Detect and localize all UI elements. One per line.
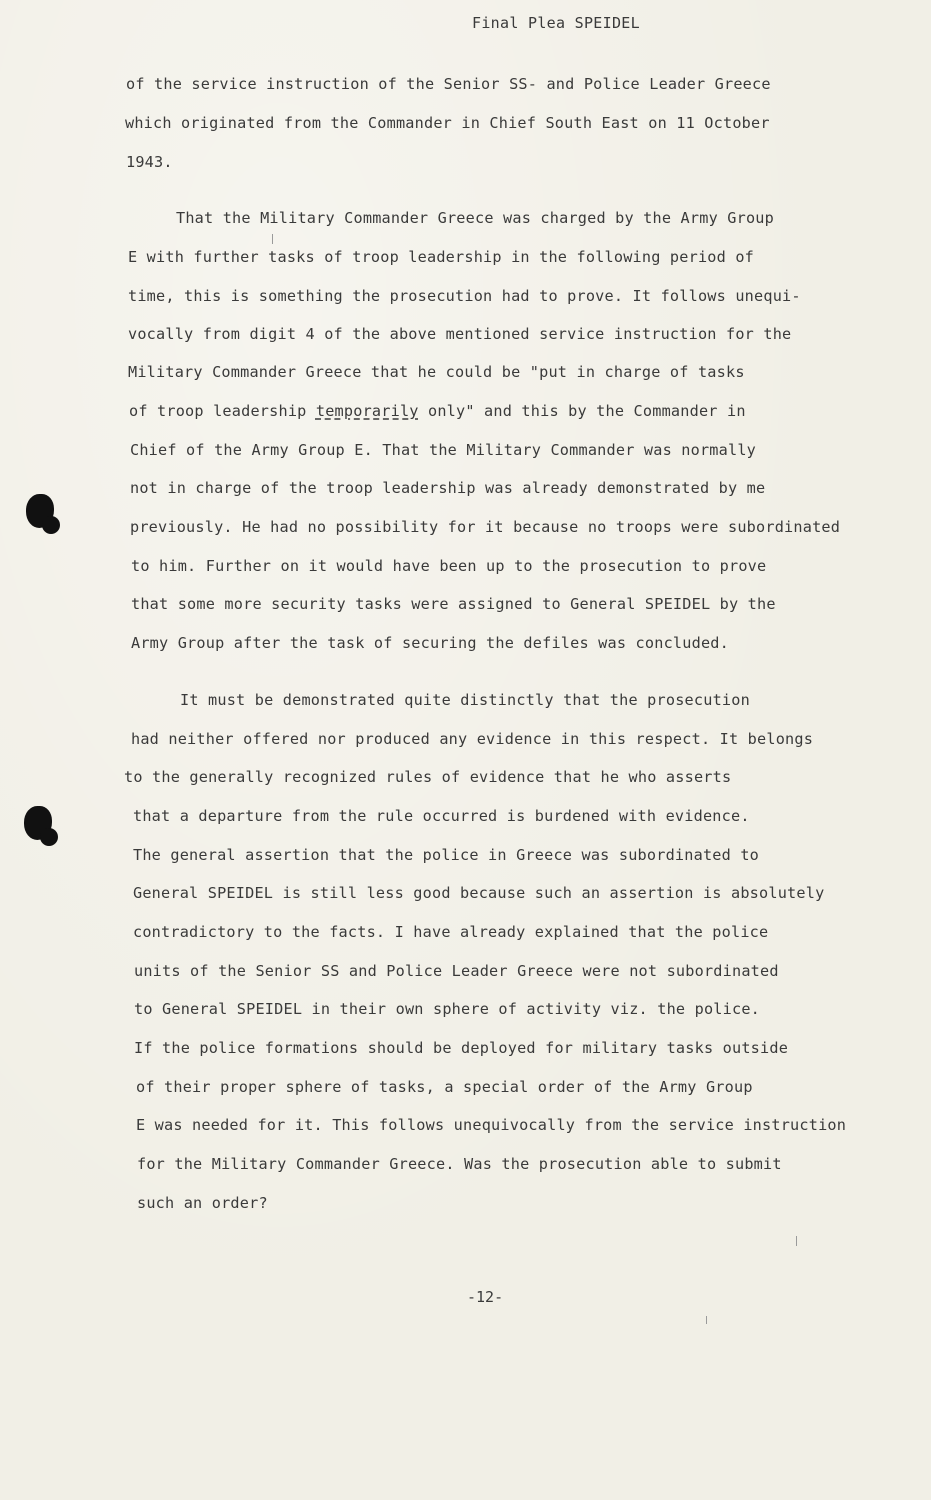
text-line: for the Military Commander Greece. Was the prosecution able to submit	[137, 1155, 782, 1173]
text-line: previously. He had no possibility for it because no troops were subordinated	[130, 518, 841, 536]
punch-hole-mark	[24, 806, 52, 840]
text-line: It must be demonstrated quite distinctly that the prosecution	[180, 691, 750, 709]
text-line: Military Commander Greece that he could be "put in charge of tasks	[128, 363, 745, 381]
text-line: to General SPEIDEL in their own sphere of activity viz. the police.	[134, 1000, 761, 1018]
text-line: which originated from the Commander in Chief South East on 11 October	[125, 114, 770, 132]
text-line: That the Military Commander Greece was charged by the Army Group	[176, 209, 774, 227]
text-line: If the police formations should be deployed for military tasks outside	[134, 1039, 789, 1057]
text-line: contradictory to the facts. I have already explained that the police	[133, 923, 769, 941]
stray-mark	[272, 234, 273, 244]
page-number: -12-	[467, 1288, 504, 1306]
text-line: 1943.	[126, 153, 173, 171]
text-line: that a departure from the rule occurred is burdened with evidence.	[133, 807, 750, 825]
text-line: to him. Further on it would have been up to the prosecution to prove	[131, 557, 767, 575]
underlined-emphasis: temporarily	[315, 402, 419, 420]
text-line: that some more security tasks were assigned to General SPEIDEL by the	[131, 595, 776, 613]
text-line: Army Group after the task of securing the defiles was concluded.	[131, 634, 729, 652]
text-line: vocally from digit 4 of the above mentioned service instruction for the	[128, 325, 792, 343]
text-line: of the service instruction of the Senior SS- and Police Leader Greece	[126, 75, 771, 93]
text-line: units of the Senior SS and Police Leader Greece were not subordinated	[134, 962, 779, 980]
text-line: E was needed for it. This follows unequivocally from the service instruction	[136, 1116, 847, 1134]
text-line: to the generally recognized rules of evidence that he who asserts	[124, 768, 732, 786]
text-line: not in charge of the troop leadership was already demonstrated by me	[130, 479, 766, 497]
text-line: had neither offered nor produced any evidence in this respect. It belongs	[131, 730, 814, 748]
text-fragment: only" and this by the Commander in	[428, 402, 746, 420]
punch-hole-mark	[26, 494, 54, 528]
text-line: The general assertion that the police in Greece was subordinated to	[133, 846, 760, 864]
text-line	[129, 401, 746, 421]
text-line: time, this is something the prosecution had to prove. It follows unequi-	[128, 287, 801, 305]
text-line: E with further tasks of troop leadership in the following period of	[128, 248, 755, 266]
text-line: Chief of the Army Group E. That the Military Commander was normally	[130, 441, 757, 459]
text-line: such an order?	[137, 1194, 268, 1212]
page-header-title: Final Plea SPEIDEL	[472, 14, 640, 32]
text-line: General SPEIDEL is still less good because such an assertion is absolutely	[133, 884, 825, 902]
text-line: of their proper sphere of tasks, a special order of the Army Group	[136, 1078, 753, 1096]
text-fragment: of troop leadership	[129, 402, 307, 420]
stray-mark	[796, 1236, 797, 1246]
stray-mark	[706, 1316, 707, 1324]
